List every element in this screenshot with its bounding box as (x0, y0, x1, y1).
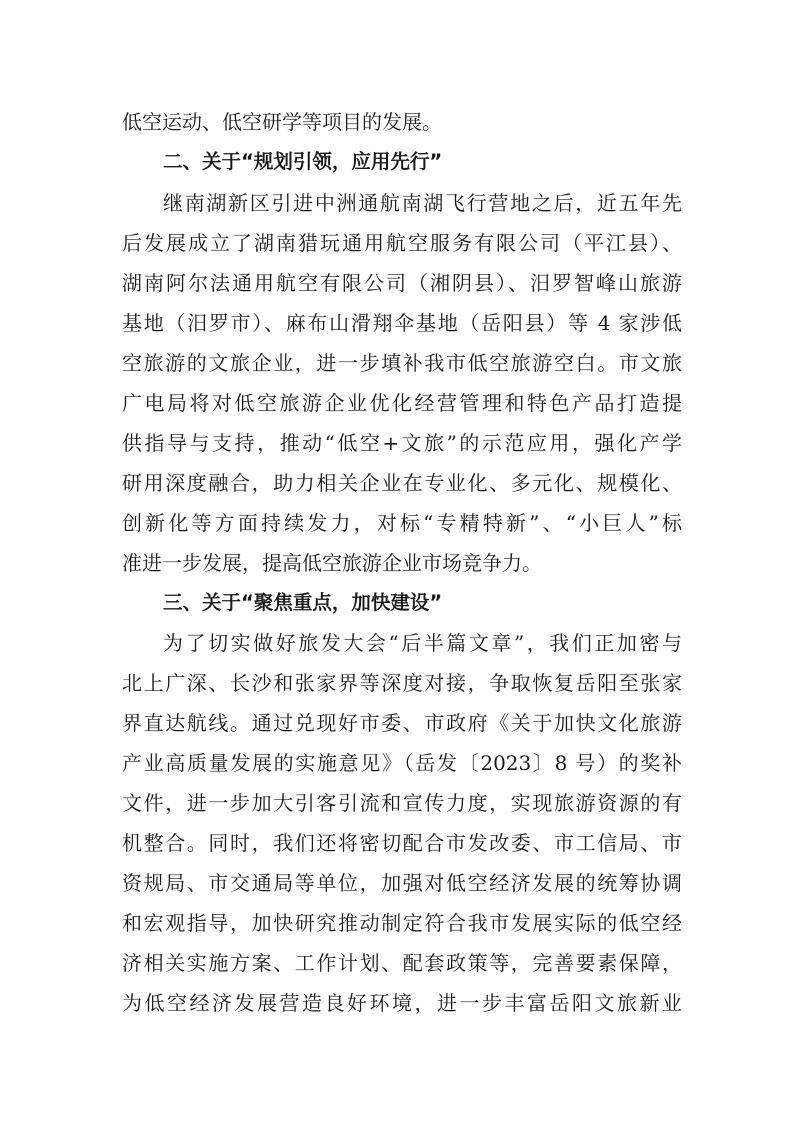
paragraph-line: 基地（汨罗市）、麻布山滑翔伞基地（岳阳县）等 4 家涉低 (122, 311, 682, 335)
paragraph-line: 机整合。同时，我们还将密切配合市发改委、市工信局、市 (122, 831, 682, 855)
paragraph-line: 产业高质量发展的实施意见》（岳发〔2023〕8 号）的奖补 (122, 751, 682, 775)
paragraph-line: 低空运动、低空研学等项目的发展。 (122, 110, 442, 134)
paragraph-line: 准进一步发展，提高低空旅游企业市场竞争力。 (122, 551, 542, 575)
paragraph-line: 继南湖新区引进中洲通航南湖飞行营地之后，近五年先 (163, 191, 682, 215)
paragraph-line: 创新化等方面持续发力，对标“专精特新”、“小巨人”标 (122, 511, 682, 535)
paragraph-line: 供指导与支持，推动“低空+文旅”的示范应用，强化产学 (122, 431, 682, 455)
section-heading-3: 三、关于“聚焦重点，加快建设” (163, 591, 443, 614)
paragraph-line: 北上广深、长沙和张家界等深度对接，争取恢复岳阳至张家 (122, 671, 682, 695)
paragraph-line: 和宏观指导，加快研究推动制定符合我市发展实际的低空经 (122, 911, 682, 935)
paragraph-line: 空旅游的文旅企业，进一步填补我市低空旅游空白。市文旅 (122, 351, 682, 375)
paragraph-line: 济相关实施方案、工作计划、配套政策等，完善要素保障， (122, 951, 682, 975)
paragraph-line: 界直达航线。通过兑现好市委、市政府《关于加快文化旅游 (122, 711, 682, 735)
paragraph-line: 为低空经济发展营造良好环境，进一步丰富岳阳文旅新业 (122, 991, 682, 1015)
section-heading-2: 二、关于“规划引领，应用先行” (163, 150, 443, 173)
paragraph-line: 文件，进一步加大引客引流和宣传力度，实现旅游资源的有 (122, 791, 682, 815)
paragraph-line: 资规局、市交通局等单位，加强对低空经济发展的统筹协调 (122, 871, 682, 895)
paragraph-line: 广电局将对低空旅游企业优化经营管理和特色产品打造提 (122, 391, 682, 415)
paragraph-line: 后发展成立了湖南猎玩通用航空服务有限公司（平江县）、 (122, 231, 682, 255)
paragraph-line: 湖南阿尔法通用航空有限公司（湘阴县）、汨罗智峰山旅游 (122, 271, 682, 295)
paragraph-line: 研用深度融合，助力相关企业在专业化、多元化、规模化、 (122, 471, 682, 495)
paragraph-line: 为了切实做好旅发大会“后半篇文章”，我们正加密与 (163, 631, 682, 655)
